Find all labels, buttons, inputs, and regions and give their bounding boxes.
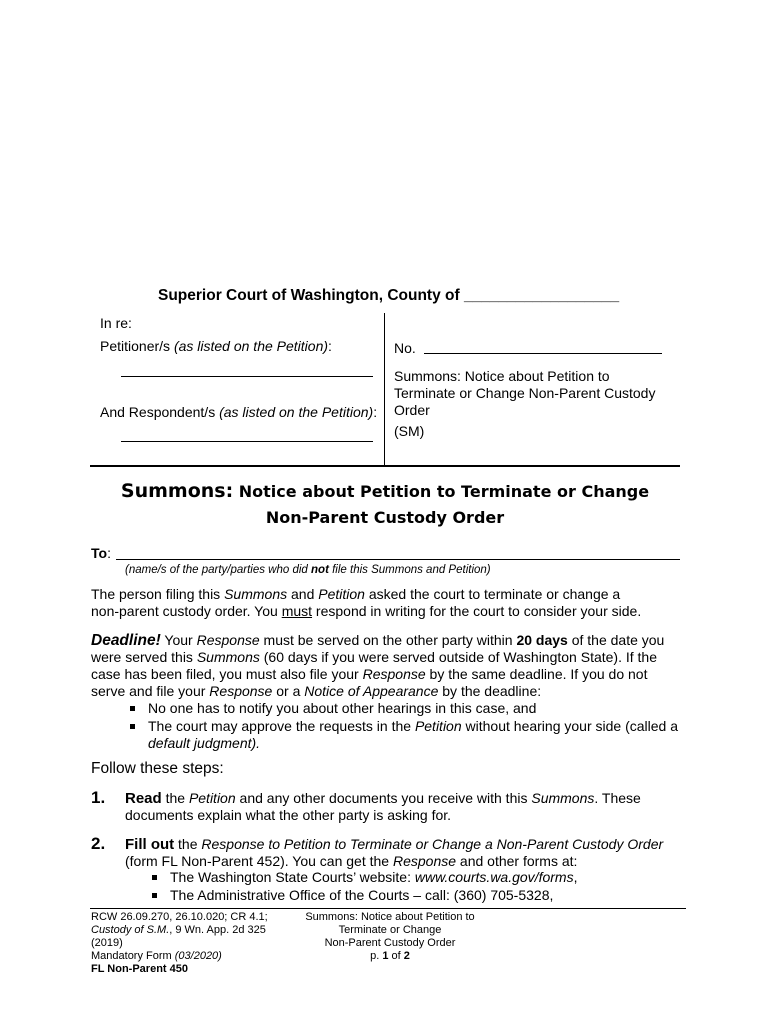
caption-bottom-rule	[90, 465, 680, 467]
petitioner-name-line[interactable]	[121, 376, 373, 377]
bullet-icon	[152, 875, 157, 880]
respondent-name-line[interactable]	[121, 441, 373, 442]
footer-citation: RCW 26.09.270, 26.10.020; CR 4.1; Custody of S.M., 9 Wn. App. 2d 325 (2019) Mandatory Form (03/2020) FL Non-Parent 450	[91, 911, 268, 975]
respondent-label: And Respondent/s (as listed on the Petition):	[100, 404, 378, 420]
list-item: The Washington State Courts’ website: www.courts.wa.gov/forms,	[150, 869, 690, 887]
page-number: p. 1 of 2	[370, 950, 410, 962]
deadline-paragraph: Deadline! Your Response must be served on the other party within 20 days of the date you were served this Summons (60 days if you were served outside of Washington State). If the case has been filed, you must also file your Response by the same deadline. If you do not serve and file your Response or a Notice of Appearance by the deadline:	[91, 632, 665, 699]
to-note: (name/s of the party/parties who did not file this Summons and Petition)	[125, 564, 491, 576]
list-item: The Administrative Office of the Courts – call: (360) 705-5328,	[150, 887, 690, 905]
deadline-bullets	[128, 700, 688, 753]
deadline-label: Deadline!	[91, 632, 161, 649]
footer-rule	[90, 908, 686, 909]
steps-heading: Follow these steps:	[91, 760, 224, 777]
step-2-bullets	[150, 869, 690, 904]
footer-form-title: Summons: Notice about Petition to Terminate or Change Non-Parent Custody Order p. 1 of 2	[290, 911, 490, 963]
court-header: Superior Court of Washington, County of __________________	[158, 287, 620, 304]
document-title: Summons: Notice about Petition to Terminate or Change	[120, 480, 650, 502]
step-1-number: 1.	[91, 788, 106, 807]
case-number-line[interactable]	[424, 353, 662, 354]
to-name-line[interactable]	[116, 559, 680, 560]
step-2-number: 2.	[91, 834, 106, 853]
list-item: The court may approve the requests in the Petition without hearing your side (called a default judgment).	[128, 718, 688, 753]
step-2-text: Fill out the Response to Petition to Terminate or Change a Non-Parent Custody Order (form FL Non-Parent 452). You can get the Response and other forms at:	[125, 836, 664, 869]
caption-doc-title: Summons: Notice about Petition to Terminate or Change Non-Parent Custody Order	[394, 368, 656, 418]
bullet-icon	[130, 706, 135, 711]
in-re-label: In re:	[100, 315, 132, 331]
document-title-line2: Non-Parent Custody Order	[265, 508, 505, 527]
bullet-icon	[130, 724, 135, 729]
step-1-text: Read the Petition and any other documents you receive with this Summons. These documents explain what the other party is asking for.	[125, 790, 641, 823]
intro-paragraph: The person filing this Summons and Petition asked the court to terminate or change a non-parent custody order. You must respond in writing for the court to consider your side.	[91, 586, 642, 619]
caption-doc-code: (SM)	[394, 423, 425, 439]
petitioner-label: Petitioner/s (as listed on the Petition):	[100, 338, 332, 354]
to-label: To:	[91, 545, 111, 561]
courts-website-link[interactable]: www.courts.wa.gov/forms	[414, 869, 574, 885]
bullet-icon	[152, 893, 157, 898]
list-item: No one has to notify you about other hearings in this case, and	[128, 700, 688, 718]
case-number-label: No.	[394, 340, 416, 356]
caption-divider	[384, 313, 385, 466]
